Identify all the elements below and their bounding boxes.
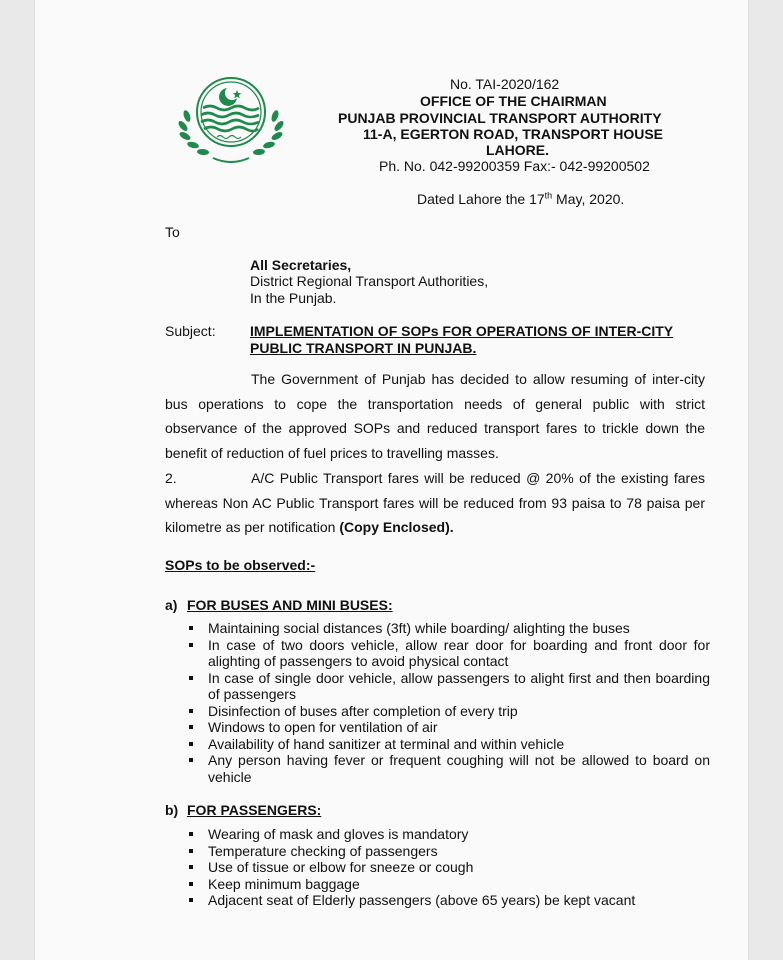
bullet-icon xyxy=(189,882,193,886)
list-item: In case of single door vehicle, allow passengers to alight first and then boarding of passengers xyxy=(185,670,710,703)
subject-line-2: PUBLIC TRANSPORT IN PUNJAB. xyxy=(250,340,477,356)
authority-name: PUNJAB PROVINCIAL TRANSPORT AUTHORITY xyxy=(338,110,662,126)
section-a-list xyxy=(185,620,710,785)
bullet-icon xyxy=(189,849,193,853)
bullet-icon xyxy=(189,725,193,729)
bullet-icon xyxy=(189,626,193,630)
letter-date xyxy=(417,191,624,207)
paragraph-2 xyxy=(165,466,705,540)
paragraph-2-bold: (Copy Enclosed). xyxy=(339,519,454,535)
list-item: Maintaining social distances (3ft) while boarding/ alighting the buses xyxy=(185,620,710,637)
list-item: Temperature checking of passengers xyxy=(185,843,710,860)
document-page xyxy=(35,0,748,960)
date-prefix: Dated Lahore the 17 xyxy=(417,191,545,207)
list-item: Adjacent seat of Elderly passengers (above 65 years) be kept vacant xyxy=(185,892,710,909)
contact-numbers: Ph. No. 042-99200359 Fax:- 042-99200502 xyxy=(379,158,650,174)
bullet-icon xyxy=(189,832,193,836)
date-rest: May, 2020. xyxy=(552,191,625,207)
list-item: Disinfection of buses after completion of every trip xyxy=(185,703,710,720)
list-item: Any person having fever or frequent coughing will not be allowed to board on vehicle xyxy=(185,752,710,785)
recipient-line-2: District Regional Transport Authorities, xyxy=(250,273,489,289)
reference-number: No. TAI-2020/162 xyxy=(450,76,560,92)
subject-label: Subject: xyxy=(165,323,216,339)
bullet-icon xyxy=(189,643,193,647)
bullet-icon xyxy=(189,709,193,713)
authority-city: LAHORE. xyxy=(486,142,549,158)
bullet-icon xyxy=(189,676,193,680)
recipient-line-1: All Secretaries, xyxy=(250,257,352,273)
paragraph-2-text: A/C Public Transport fares will be reduced @ 20% of the existing fares whereas Non AC Public Transport fares will be reduced from 93 paisa to 78 paisa per kilometre as per notification xyxy=(165,470,705,535)
list-item: Use of tissue or elbow for sneeze or cough xyxy=(185,859,710,876)
bullet-icon xyxy=(189,758,193,762)
section-a-label: a) xyxy=(165,597,178,613)
date-suffix: th xyxy=(544,190,553,201)
subject-line-1: IMPLEMENTATION OF SOPs FOR OPERATIONS OF INTER-CITY xyxy=(250,323,674,339)
paragraph-2-number: 2. xyxy=(165,470,177,486)
office-title: OFFICE OF THE CHAIRMAN xyxy=(420,93,607,109)
section-b-label: b) xyxy=(165,802,179,818)
bullet-icon xyxy=(189,742,193,746)
list-item: Wearing of mask and gloves is mandatory xyxy=(185,826,710,843)
punjab-seal-logo-icon xyxy=(173,76,289,168)
recipient-line-3: In the Punjab. xyxy=(250,290,337,306)
bullet-icon xyxy=(189,898,193,902)
authority-address: 11-A, EGERTON ROAD, TRANSPORT HOUSE xyxy=(363,126,664,142)
section-b-list xyxy=(185,826,710,909)
list-item: Windows to open for ventilation of air xyxy=(185,719,710,736)
section-a-title: FOR BUSES AND MINI BUSES: xyxy=(187,597,393,613)
paragraph-1: The Government of Punjab has decided to allow resuming of inter-city bus operations to cope the transportation needs of general public with strict observance of the approved SOPs and reduced transport fares to trickle down the benefit of reduction of fuel prices to travelling masses. xyxy=(165,371,705,461)
list-item: In case of two doors vehicle, allow rear door for boarding and front door for alighting of passengers to avoid physical contact xyxy=(185,637,710,670)
list-item: Availability of hand sanitizer at terminal and within vehicle xyxy=(185,736,710,753)
list-item: Keep minimum baggage xyxy=(185,876,710,893)
bullet-icon xyxy=(189,865,193,869)
sops-heading: SOPs to be observed:- xyxy=(165,557,316,573)
to-label: To xyxy=(165,224,180,240)
section-b-title: FOR PASSENGERS: xyxy=(187,802,322,818)
